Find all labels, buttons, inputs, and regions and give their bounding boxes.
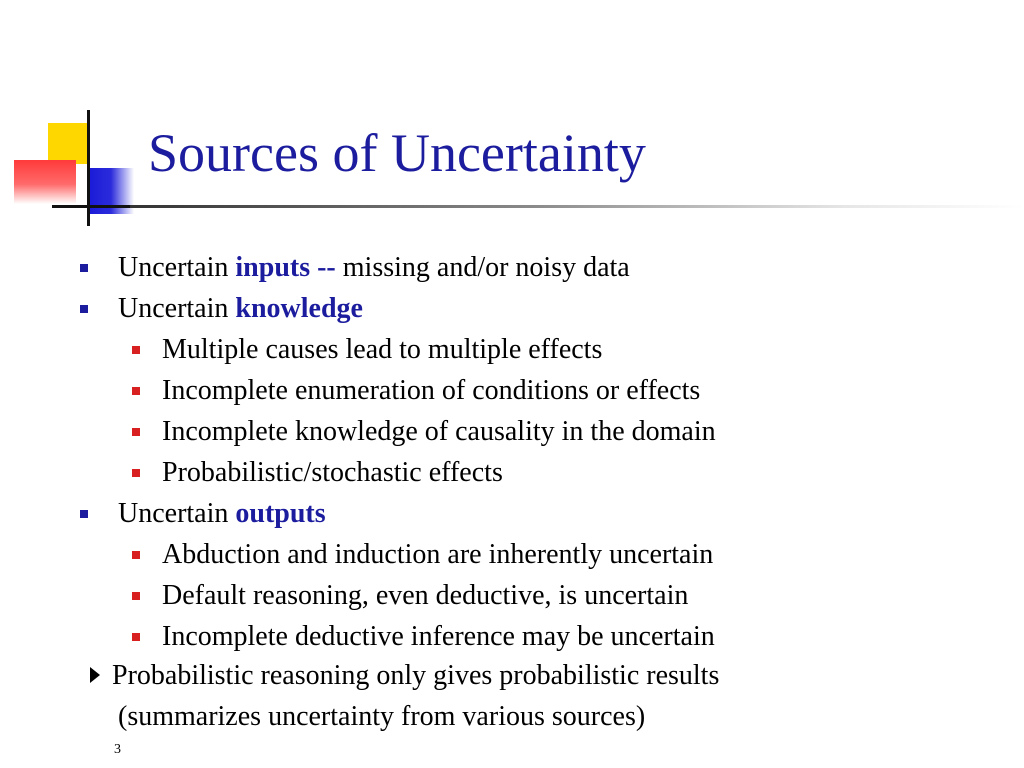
square-bullet-icon [132,592,140,600]
square-bullet-icon [132,469,140,477]
square-bullet-icon [132,633,140,641]
horizontal-line [52,205,132,208]
sub-bullet-item: Incomplete knowledge of causality in the domain [162,416,716,447]
square-bullet-icon [132,346,140,354]
sub-bullet-item: Probabilistic/stochastic effects [162,457,503,488]
bullet-item [118,251,630,285]
bullet-suffix: missing and/or noisy data [335,252,630,283]
sub-bullet-item: Multiple causes lead to multiple effects [162,334,603,365]
bullet-prefix: Uncertain [118,252,236,283]
slide-logo-decoration [0,0,160,240]
square-bullet-icon [132,428,140,436]
bullet-item [118,292,363,326]
sub-bullet-item: Abduction and induction are inherently uncertain [162,539,714,570]
sub-bullet-item: Default reasoning, even deductive, is uncertain [162,580,689,611]
note-line-2: (summarizes uncertainty from various sources) [118,701,646,732]
sub-bullet-item: Incomplete enumeration of conditions or effects [162,375,701,406]
bullet-keyword: inputs -- [235,252,336,283]
bullet-keyword: knowledge [235,293,363,324]
square-bullet-icon [132,387,140,395]
bullet-prefix: Uncertain [118,293,236,324]
square-bullet-icon [132,551,140,559]
square-bullet-icon [80,264,88,272]
vertical-line [87,110,90,226]
sub-bullet-item: Incomplete deductive inference may be uncertain [162,621,715,652]
bullet-item [118,497,326,531]
bullet-prefix: Uncertain [118,498,236,529]
note-line-1: Probabilistic reasoning only gives probabilistic results [112,660,720,691]
triangle-right-icon [90,667,100,683]
square-bullet-icon [80,305,88,313]
red-square [14,160,76,204]
bullet-keyword: outputs [235,498,326,529]
page-number: 3 [114,742,121,757]
title-underline-rule [130,205,1024,208]
square-bullet-icon [80,510,88,518]
yellow-square [48,123,88,164]
slide-title: Sources of Uncertainty [148,123,646,183]
